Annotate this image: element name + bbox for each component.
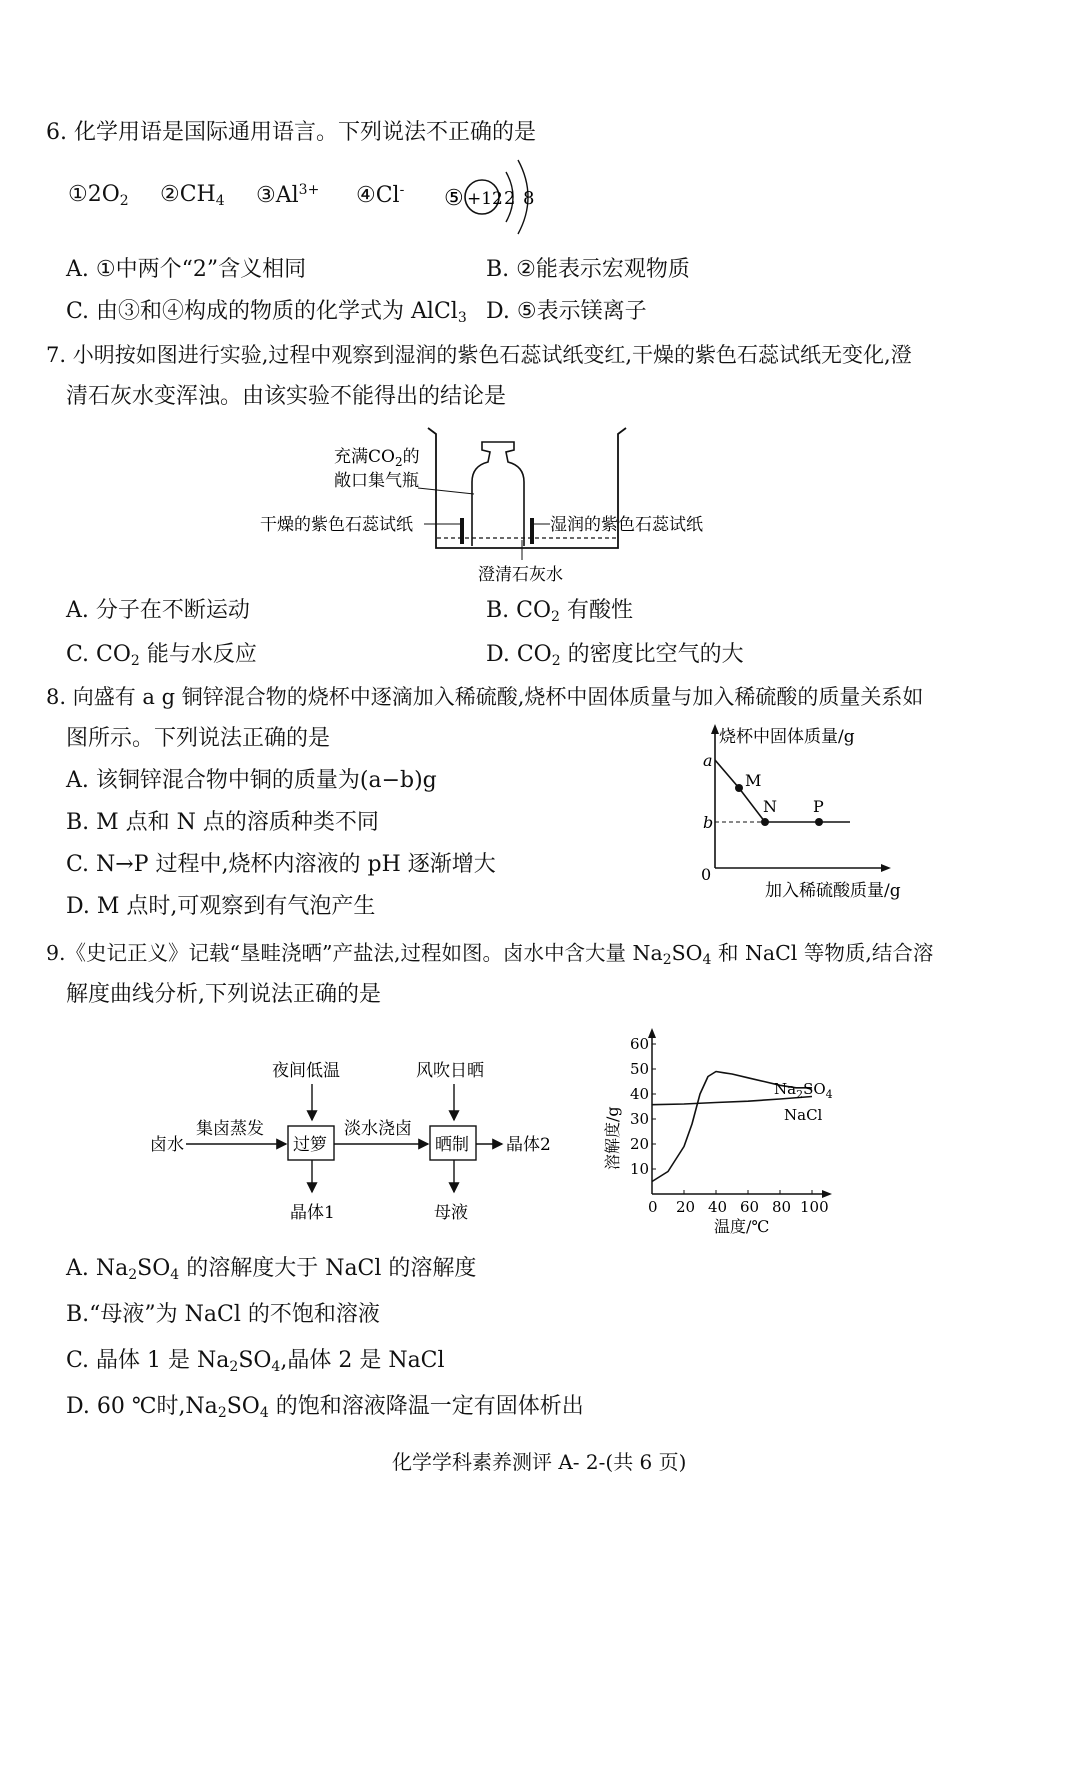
graph-ylabel: 烧杯中固体质量/g xyxy=(719,727,855,747)
y-tick-label: 50 xyxy=(630,1060,650,1078)
y-tick-label: 10 xyxy=(630,1160,650,1178)
q6-symbol-1: $①2O_2$ xyxy=(68,182,129,209)
point-n xyxy=(761,818,769,826)
flow-mother-liquor: 母液 xyxy=(434,1203,468,1223)
x-tick-label: 80 xyxy=(772,1198,792,1216)
nucleus-charge: +12 xyxy=(467,189,503,209)
x-tick-label: 100 xyxy=(800,1198,829,1216)
q9-option-b: B.“母液”为 NaCl 的不饱和溶液 xyxy=(66,1302,380,1327)
atom-structure-diagram xyxy=(440,150,550,242)
label-m: M xyxy=(745,771,762,790)
y-axis-arrow xyxy=(648,1028,656,1038)
flow-crystal2: 晶体2 xyxy=(506,1135,551,1155)
graph-origin: 0 xyxy=(701,865,712,884)
gas-collecting-bottle xyxy=(472,442,524,546)
graph-a-label: a xyxy=(703,751,713,770)
x-axis-arrow xyxy=(881,864,891,872)
x-axis-arrow xyxy=(822,1190,832,1198)
point-m xyxy=(735,784,743,792)
solubility-ylabel: 溶解度/g xyxy=(603,1106,622,1170)
q9-option-c: C. 晶体 1 是 $Na_2SO_4$,晶体 2 是 NaCl xyxy=(66,1348,445,1375)
q6-option-d: D. ⑤表示镁离子 xyxy=(486,299,647,324)
salt-process-flowchart xyxy=(150,1052,570,1232)
flow-wind-sun: 风吹日晒 xyxy=(416,1061,484,1081)
q6-symbol-5-label: ⑤ xyxy=(444,186,464,211)
x-tick-label: 40 xyxy=(708,1198,728,1216)
label-dry-paper: 干燥的紫色石蕊试纸 xyxy=(260,515,413,535)
y-tick-label: 30 xyxy=(630,1110,650,1128)
y-tick-label: 20 xyxy=(630,1135,650,1153)
y-tick-label: 60 xyxy=(630,1035,650,1053)
flow-night-low-temp: 夜间低温 xyxy=(272,1061,340,1081)
shell1-electrons: 2 xyxy=(504,188,516,209)
mass-curve xyxy=(715,760,850,822)
shell2-electrons: 8 xyxy=(523,188,535,209)
co2-experiment-diagram xyxy=(260,420,740,592)
q6-symbol-2: $②CH_4$ xyxy=(160,182,225,209)
q8-option-d: D. M 点时,可观察到有气泡产生 xyxy=(66,894,376,919)
graph-b-label: b xyxy=(703,813,714,832)
q6-option-b: B. ②能表示宏观物质 xyxy=(486,257,690,282)
label-p: P xyxy=(813,797,824,816)
q9-option-a: A. $Na_2SO_4$ 的溶解度大于 NaCl 的溶解度 xyxy=(66,1256,477,1283)
point-p xyxy=(815,818,823,826)
flow-crystal1: 晶体1 xyxy=(290,1203,335,1223)
q6-option-a: A. ①中两个“2”含义相同 xyxy=(66,257,307,282)
q6-symbol-4: ④Cl- xyxy=(356,182,405,208)
wet-litmus-paper xyxy=(530,518,534,544)
x-tick-label: 60 xyxy=(740,1198,760,1216)
label-bottle-line1: 充满$CO_2$的 xyxy=(334,447,420,469)
solubility-chart xyxy=(598,1022,848,1242)
bottle-leader xyxy=(418,488,474,494)
q7-option-c: C. $CO_2$ 能与水反应 xyxy=(66,642,257,669)
y-axis-arrow xyxy=(711,724,719,734)
solid-mass-graph xyxy=(695,720,920,908)
q8-option-a: A. 该铜锌混合物中铜的质量为(a−b)g xyxy=(66,768,437,793)
q7-stem-line2: 清石灰水变浑浊。由该实验不能得出的结论是 xyxy=(66,384,507,409)
q9-stem-line2: 解度曲线分析,下列说法正确的是 xyxy=(66,982,381,1007)
label-n: N xyxy=(763,797,777,816)
q7-option-a: A. 分子在不断运动 xyxy=(66,598,250,623)
q9-stem-line1: 9.《史记正义》记载“垦畦浇晒”产盐法,过程如图。卤水中含大量 $Na_2SO_4$ 和 NaCl 等物质,结合溶 xyxy=(46,941,934,968)
y-tick-label: 40 xyxy=(630,1085,650,1103)
x-tick-label: 20 xyxy=(676,1198,696,1216)
q7-stem-line1: 7. 小明按如图进行实验,过程中观察到湿润的紫色石蕊试纸变红,干燥的紫色石蕊试纸无变化,澄 xyxy=(46,343,912,367)
q7-option-b: B. $CO_2$ 有酸性 xyxy=(486,598,633,625)
q6-option-c: C. 由③和④构成的物质的化学式为 AlCl$_3$ xyxy=(66,299,467,326)
graph-xlabel: 加入稀硫酸质量/g xyxy=(765,881,901,901)
page-footer: 化学学科素养测评 A- 2-(共 6 页) xyxy=(392,1450,687,1474)
flow-brine: 卤水 xyxy=(150,1135,184,1155)
flow-drying-label: 晒制 xyxy=(435,1135,469,1155)
flow-evaporation: 集卤蒸发 xyxy=(196,1119,264,1139)
series-label-nacl: NaCl xyxy=(784,1106,823,1124)
flow-sieve-label: 过箩 xyxy=(293,1135,327,1155)
series-label-na2so4: $Na_2SO_4$ xyxy=(774,1080,833,1101)
q8-option-b: B. M 点和 N 点的溶质种类不同 xyxy=(66,810,379,835)
q6-symbol-3: $③Al^{3+}$ xyxy=(256,182,320,208)
q8-stem-line2: 图所示。下列说法正确的是 xyxy=(66,726,331,751)
solubility-xlabel: 温度/℃ xyxy=(714,1217,770,1236)
q6-stem: 6. 化学用语是国际通用语言。下列说法不正确的是 xyxy=(46,120,536,145)
flow-wash: 淡水浇卤 xyxy=(344,1119,412,1139)
q8-option-c: C. N→P 过程中,烧杯内溶液的 pH 逐渐增大 xyxy=(66,852,496,877)
label-bottle-line2: 敞口集气瓶 xyxy=(334,471,419,491)
q8-stem-line1: 8. 向盛有 a g 铜锌混合物的烧杯中逐滴加入稀硫酸,烧杯中固体质量与加入稀硫酸的质量关系如 xyxy=(46,685,924,709)
label-lime-water: 澄清石灰水 xyxy=(478,565,563,585)
q7-option-d: D. $CO_2$ 的密度比空气的大 xyxy=(486,642,744,669)
q9-option-d: D. 60 ℃时$,Na_2SO_4$ 的饱和溶液降温一定有固体析出 xyxy=(66,1394,584,1421)
x-tick-label: 0 xyxy=(648,1198,658,1216)
label-wet-paper: 湿润的紫色石蕊试纸 xyxy=(550,515,703,535)
dry-litmus-paper xyxy=(460,518,464,544)
